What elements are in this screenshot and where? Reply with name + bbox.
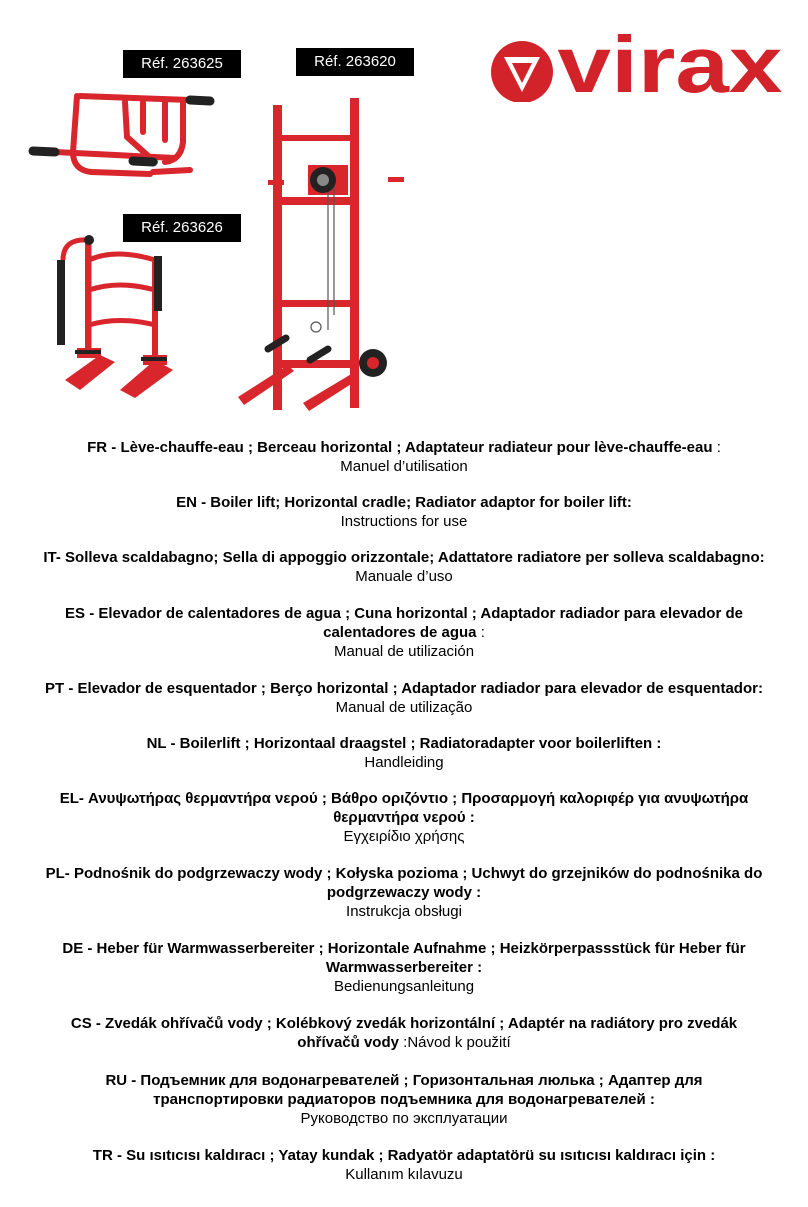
section-title: IT- Solleva scaldabagno; Sella di appoggio orizzontale; Adattatore radiatore per solleva scaldabagno: [43,549,765,566]
section-subtitle: Handleiding [364,754,444,771]
section-el [0,789,808,864]
section-subtitle: Εγχειρίδιο χρήσης [343,828,465,845]
section-subtitle: Bedienungsanleitung [333,978,475,995]
section-title: EN - Boiler lift; Horizontal cradle; Radiator adaptor for boiler lift: [176,494,632,511]
section-title: CS - Zvedák ohřívačů vody ; Kolébkový zvedák horizontální ; Adaptér na radiátory pro zvedák ohřívačů vody [70,1015,738,1051]
virax-logo [488,30,783,102]
radiator-adaptor-image [25,82,220,192]
section-pl [0,864,808,939]
ref-label-263620: Réf. 263620 [296,48,414,76]
section-subtitle: Instructions for use [340,513,468,530]
section-cs [0,1014,808,1071]
section-title-tail: : [476,624,485,641]
section-subtitle: Manuale d’uso [355,568,453,585]
section-subtitle: Instrukcja obsługi [346,903,462,920]
section-tr [0,1146,808,1191]
ref-label-263626: Réf. 263626 [123,214,241,242]
section-subtitle: Руководство по эксплуатации [300,1110,508,1127]
section-it [0,548,808,604]
section-title: EL- Ανυψωτήρας θερμαντήρα νερού ; Βάθρο οριζόντιο ; Προσαρμογή καλοριφέρ για ανυψωτήρα θερμαντήρα νερού : [59,790,749,826]
section-title: PT - Elevador de esquentador ; Berço horizontal ; Adaptador radiador para elevador de esquentador: [45,680,763,697]
ref-label-263625: Réf. 263625 [123,50,241,78]
section-title: ES - Elevador de calentadores de agua ; Cuna horizontal ; Adaptador radiador para elevador de calentadores de agua [65,605,743,641]
section-subtitle: Manual de utilização [335,699,473,716]
section-title-tail: :Návod k použití [398,1034,511,1051]
section-de [0,939,808,1014]
language-sections [0,438,808,1191]
section-es [0,604,808,679]
section-title: TR - Su ısıtıcısı kaldıracı ; Yatay kundak ; Radyatör adaptatörü su ısıtıcısı kaldıracı için : [92,1147,716,1164]
section-title: PL- Podnośnik do podgrzewaczy wody ; Kołyska pozioma ; Uchwyt do grzejników do podnośnika do podgrzewaczy wody : [45,865,763,901]
boiler-lift-image [228,95,413,420]
section-title: NL - Boilerlift ; Horizontaal draagstel ; Radiatoradapter voor boilerliften : [146,735,662,752]
section-title-tail: : [712,439,721,456]
horizontal-cradle-image [55,230,180,405]
section-nl [0,734,808,789]
section-pt [0,679,808,734]
section-en [0,493,808,548]
section-title: RU - Подъемник для водонагревателей ; Горизонтальная люлька ; Адаптер для транспортировки радиаторов подъемника для водонагревателей : [105,1072,703,1108]
section-title: FR - Lève-chauffe-eau ; Berceau horizontal ; Adaptateur radiateur pour lève-chauffe-eau [87,439,713,456]
section-subtitle: Kullanım kılavuzu [345,1166,463,1183]
section-title: DE - Heber für Warmwasserbereiter ; Horizontale Aufnahme ; Heizkörperpassstück für Heber für Warmwasserbereiter : [62,940,746,976]
section-ru [0,1071,808,1146]
section-fr [0,438,808,493]
section-subtitle: Manual de utilización [333,643,475,660]
section-subtitle: Manuel d’utilisation [340,458,468,475]
logo-wordmark: virax [557,30,783,102]
